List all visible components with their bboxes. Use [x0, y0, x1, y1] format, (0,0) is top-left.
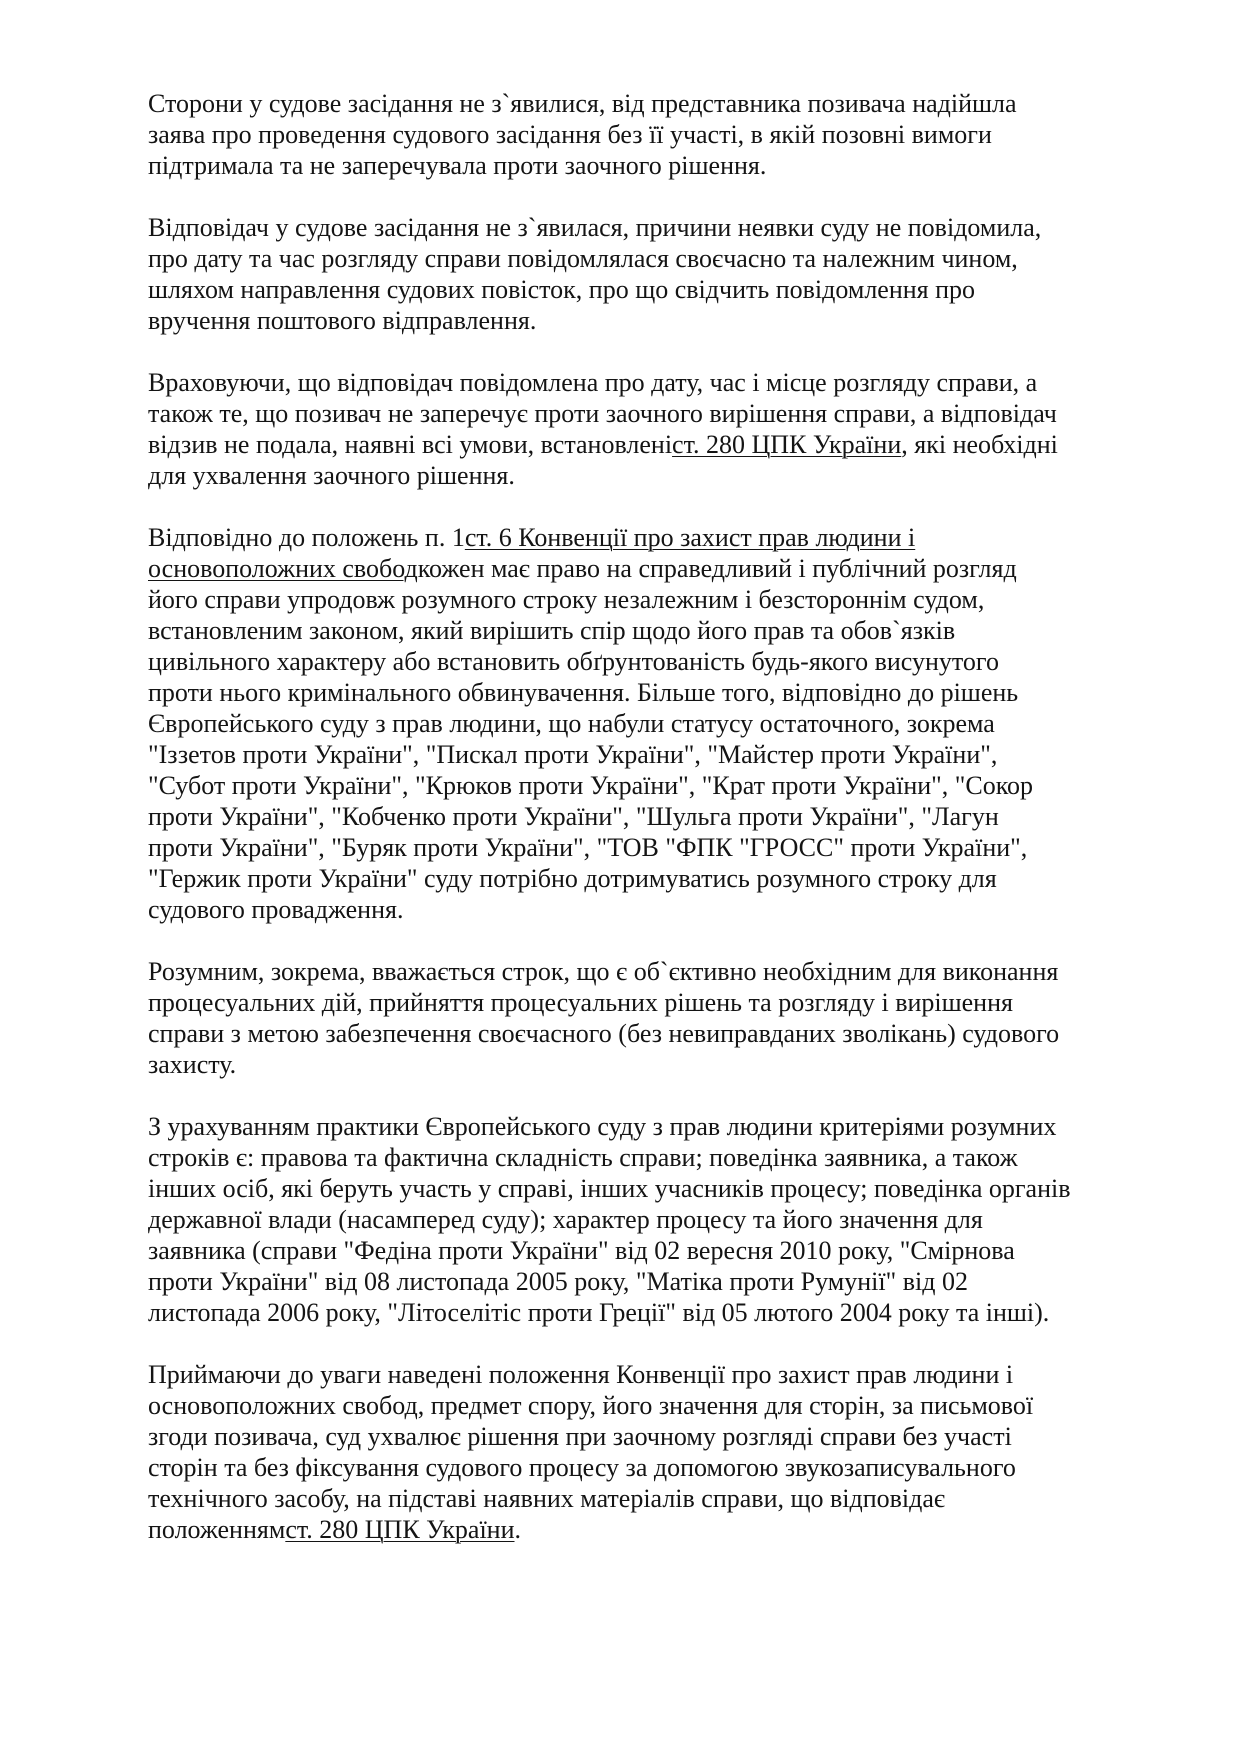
text-line — [148, 243, 1153, 274]
text-line — [148, 1297, 1153, 1328]
law-reference-link[interactable]: основоположних свобод — [148, 554, 418, 583]
paragraph — [148, 367, 1153, 491]
text-line — [148, 1266, 1153, 1297]
text-run: проти України" від 08 листопада 2005 року, "Матіка проти Румунії" від 02 — [148, 1267, 968, 1296]
text-run: справи з метою забезпечення своєчасного (без невиправданих зволікань) судового — [148, 1019, 1060, 1048]
text-run: державної влади (насамперед суду); характер процесу та його значення для — [148, 1205, 983, 1234]
text-run: Сторони у судове засідання не з`явилися, від представника позивача надійшла — [148, 89, 1017, 118]
text-run: його справи упродовж розумного строку незалежним і безстороннім судом, — [148, 585, 985, 614]
text-run: процесуальних дій, прийняття процесуальних рішень та розгляду і вирішення — [148, 988, 1013, 1017]
text-run: , які необхідні — [901, 430, 1058, 459]
text-line — [148, 429, 1153, 460]
text-run: проти України", "Кобченко проти України", "Шульга проти України", "Лагун — [148, 802, 999, 831]
text-run: "Субот проти України", "Крюков проти України", "Крат проти України", "Сокор — [148, 771, 1034, 800]
text-run: "Гержик проти України" суду потрібно дотримуватись розумного строку для — [148, 864, 997, 893]
document-page — [148, 88, 1153, 1576]
text-line — [148, 1390, 1153, 1421]
text-line — [148, 119, 1153, 150]
paragraph — [148, 1359, 1153, 1545]
text-line — [148, 1514, 1153, 1545]
text-line — [148, 522, 1153, 553]
paragraph — [148, 212, 1153, 336]
text-line — [148, 1204, 1153, 1235]
text-line — [148, 956, 1153, 987]
text-line — [148, 832, 1153, 863]
text-run: підтримала та не заперечувала проти заочного рішення. — [148, 151, 767, 180]
text-line — [148, 1142, 1153, 1173]
text-line — [148, 801, 1153, 832]
text-run: вручення поштового відправлення. — [148, 306, 537, 335]
text-line — [148, 677, 1153, 708]
text-run: положенням — [148, 1515, 286, 1544]
text-run: Європейського суду з прав людини, що набули статусу остаточного, зокрема — [148, 709, 995, 738]
text-line — [148, 739, 1153, 770]
text-line — [148, 367, 1153, 398]
text-line — [148, 553, 1153, 584]
text-line — [148, 1452, 1153, 1483]
text-line — [148, 646, 1153, 677]
text-run: захисту. — [148, 1050, 237, 1079]
text-run: Приймаючи до уваги наведені положення Конвенції про захист прав людини і — [148, 1360, 1014, 1389]
text-run: також те, що позивач не заперечує проти заочного вирішення справи, а відповідач — [148, 399, 1057, 428]
text-run: Розумним, зокрема, вважається строк, що є об`єктивно необхідним для виконання — [148, 957, 1059, 986]
text-run: проти нього кримінального обвинувачення. Більше того, відповідно до рішень — [148, 678, 1019, 707]
text-run: З урахуванням практики Європейського суду з прав людини критеріями розумних — [148, 1112, 1057, 1141]
text-run: Враховуючи, що відповідач повідомлена про дату, час і місце розгляду справи, а — [148, 368, 1038, 397]
text-run: заява про проведення судового засідання без її участі, в якій позовні вимоги — [148, 120, 992, 149]
text-line — [148, 1359, 1153, 1390]
text-run: шляхом направлення судових повісток, про що свідчить повідомлення про — [148, 275, 976, 304]
text-line — [148, 1173, 1153, 1204]
text-run: сторін та без фіксування судового процесу за допомогою звукозаписувального — [148, 1453, 1016, 1482]
text-line — [148, 212, 1153, 243]
text-run: заявника (справи "Федіна проти України" від 02 вересня 2010 року, "Смірнова — [148, 1236, 1015, 1265]
text-line — [148, 88, 1153, 119]
text-line — [148, 1421, 1153, 1452]
text-run: для ухвалення заочного рішення. — [148, 461, 515, 490]
text-run: про дату та час розгляду справи повідомлялася своєчасно та належним чином, — [148, 244, 1018, 273]
paragraph — [148, 88, 1153, 181]
text-line — [148, 1483, 1153, 1514]
text-line — [148, 398, 1153, 429]
text-line — [148, 1111, 1153, 1142]
text-run: . — [514, 1515, 522, 1544]
paragraph — [148, 956, 1153, 1080]
text-run: кожен має право на справедливий і публічний розгляд — [417, 554, 1017, 583]
text-line — [148, 1018, 1153, 1049]
text-line — [148, 150, 1153, 181]
text-run: інших осіб, які беруть участь у справі, інших учасників процесу; поведінка органів — [148, 1174, 1071, 1203]
text-line — [148, 770, 1153, 801]
text-line — [148, 305, 1153, 336]
text-line — [148, 987, 1153, 1018]
text-line — [148, 1235, 1153, 1266]
text-run: строків є: правова та фактична складність справи; поведінка заявника, а також — [148, 1143, 1018, 1172]
text-run: Відповідач у судове засідання не з`явилася, причини неявки суду не повідомила, — [148, 213, 1042, 242]
law-reference-link[interactable]: ст. 280 ЦПК України — [285, 1515, 515, 1544]
text-run: "Іззетов проти України", "Пискал проти України", "Майстер проти України", — [148, 740, 998, 769]
text-run: проти України", "Буряк проти України", "ТОВ "ФПК "ГРОСС" проти України", — [148, 833, 1028, 862]
text-run: технічного засобу, на підставі наявних матеріалів справи, що відповідає — [148, 1484, 946, 1513]
paragraph — [148, 1111, 1153, 1328]
text-run: встановленим законом, який вирішить спір щодо його прав та обов`язків — [148, 616, 956, 645]
text-line — [148, 460, 1153, 491]
text-run: судового провадження. — [148, 895, 404, 924]
text-run: згоди позивача, суд ухвалює рішення при заочному розгляді справи без участі — [148, 1422, 1012, 1451]
text-run: листопада 2006 року, "Літоселітіс проти Греції" від 05 лютого 2004 року та інші). — [148, 1298, 1050, 1327]
text-run: Відповідно до положень п. 1 — [148, 523, 465, 552]
text-run: основоположних свобод, предмет спору, його значення для сторін, за письмової — [148, 1391, 1034, 1420]
text-line — [148, 1049, 1153, 1080]
text-line — [148, 615, 1153, 646]
text-run: відзив не подала, наявні всі умови, встановлені — [148, 430, 673, 459]
law-reference-link[interactable]: ст. 6 Конвенції про захист прав людини і — [464, 523, 916, 552]
text-line — [148, 584, 1153, 615]
text-line — [148, 863, 1153, 894]
law-reference-link[interactable]: ст. 280 ЦПК України — [672, 430, 902, 459]
text-line — [148, 894, 1153, 925]
text-run: цивільного характеру або встановить обґрунтованість будь-якого висунутого — [148, 647, 999, 676]
text-line — [148, 274, 1153, 305]
paragraph — [148, 522, 1153, 925]
text-line — [148, 708, 1153, 739]
